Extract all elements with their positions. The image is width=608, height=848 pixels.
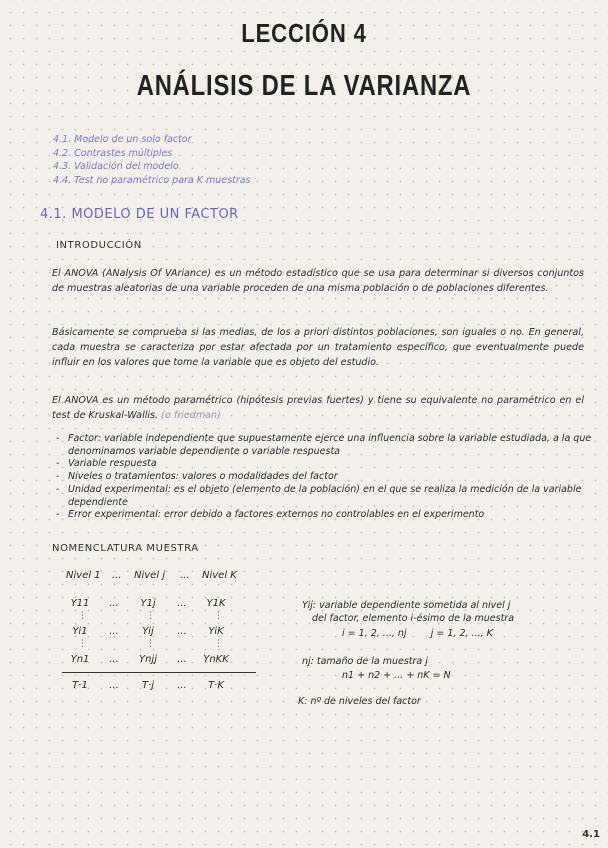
- list-item: - Unidad experimental: es el objeto (elemento de la población) en el que se realiza la medición de la variable dependiente: [56, 484, 592, 509]
- table-cell: YnKK: [203, 654, 229, 665]
- toc-item: 4.3. Validación del modelo: [53, 161, 179, 172]
- total-cell: ...: [177, 680, 187, 691]
- table-cell: Yi1: [72, 626, 88, 637]
- table-cell: ...: [109, 598, 119, 609]
- table-cell: ...: [177, 598, 187, 609]
- table-cell: YiK: [208, 626, 224, 637]
- total-cell: T·1: [72, 680, 88, 691]
- list-item: - Variable respuesta: [56, 458, 592, 471]
- k-definition: K: nº de niveles del factor: [298, 696, 421, 707]
- vertical-dots: ⋮: [78, 611, 87, 621]
- toc-item: 4.4. Test no paramétrico para K muestras: [53, 174, 251, 186]
- col-header: Nivel K: [202, 570, 237, 581]
- table-cell: Y1K: [206, 598, 226, 609]
- definitions-list: [56, 433, 592, 522]
- totals-divider: [62, 672, 256, 673]
- total-cell: T·j: [141, 680, 155, 691]
- table-of-contents: [53, 133, 251, 187]
- page-number: 4.1: [582, 829, 600, 840]
- table-cell: ...: [177, 626, 187, 637]
- toc-item: 4.2. Contrastes múltiples: [53, 147, 173, 159]
- table-cell: Yn1: [70, 654, 90, 665]
- paragraph-2: Básicamente se comprueba si las medias, de los a priori distintos poblaciones, son iguales o no. En general, cada muestra se caracteriza por estar afectada por un tratamiento específico, que eventualmente puede influir en los valores que tome la variable que es objeto del estudio.: [52, 327, 584, 368]
- intro-heading: INTRODUCCIÓN: [56, 240, 142, 251]
- vertical-dots: ⋮: [214, 611, 223, 621]
- col-header: Nivel 1: [66, 570, 101, 581]
- col-header: Nivel j: [134, 570, 166, 581]
- paragraph-1: El ANOVA (ANalysis Of VAriance) es un método estadístico que se usa para determinar si diversos conjuntos de muestras aleatorias de una variable proceden de una misma población o de poblaciones diferentes.: [52, 268, 584, 294]
- total-cell: ...: [109, 680, 119, 691]
- table-cell: Yij: [142, 626, 154, 637]
- table-cell: Y11: [70, 598, 90, 609]
- table-cell: ...: [109, 626, 119, 637]
- toc-item: 4.1. Modelo de un solo factor: [53, 134, 192, 145]
- table-cell: ...: [177, 654, 187, 665]
- col-header: ...: [180, 570, 190, 581]
- paragraph-3-text: El ANOVA es un método paramétrico (hipótesis previas fuertes) y tiene su equivalente no paramétrico en el test de Kruskal-Wallis.: [52, 395, 584, 421]
- table-cell: Ynjj: [138, 654, 157, 665]
- vertical-dots: ⋮: [78, 639, 87, 649]
- lesson-title: LECCIÓN 4: [241, 18, 367, 48]
- vertical-dots: ⋮: [214, 639, 223, 649]
- yij-definition-cont: del factor, elemento i-ésimo de la muestra: [312, 613, 515, 624]
- total-cell: T·K: [208, 680, 224, 691]
- paragraph-3-note: (o friedman): [161, 410, 221, 421]
- vertical-dots: ⋮: [146, 639, 155, 649]
- yij-definition: Yij: variable dependiente sometida al nivel j: [302, 600, 511, 611]
- col-header: ...: [112, 570, 122, 581]
- nj-definition: nj: tamaño de la muestra j: [302, 656, 428, 667]
- yij-index-ranges: i = 1, 2, ..., nj j = 1, 2, ..., K: [342, 628, 493, 639]
- sample-size-sum: n1 + n2 + ... + nK = N: [342, 670, 451, 681]
- list-item: - Factor: variable independiente que supuestamente ejerce una influencia sobre la variable estudiada, a la que denominamos variable dependiente o variable respuesta: [56, 433, 592, 458]
- list-item: - Niveles o tratamientos: valores o modalidades del factor: [56, 471, 592, 484]
- lesson-subtitle: ANÁLISIS DE LA VARIANZA: [136, 70, 472, 102]
- vertical-dots: ⋮: [146, 611, 155, 621]
- nomenclature-heading: NOMENCLATURA MUESTRA: [52, 543, 199, 554]
- table-cell: Y1j: [140, 598, 156, 609]
- list-item: - Error experimental: error debido a factores externos no controlables en el experimento: [56, 509, 592, 522]
- paragraph-3: [52, 393, 584, 423]
- section-heading: 4.1. MODELO DE UN FACTOR: [40, 207, 239, 222]
- table-cell: ...: [109, 654, 119, 665]
